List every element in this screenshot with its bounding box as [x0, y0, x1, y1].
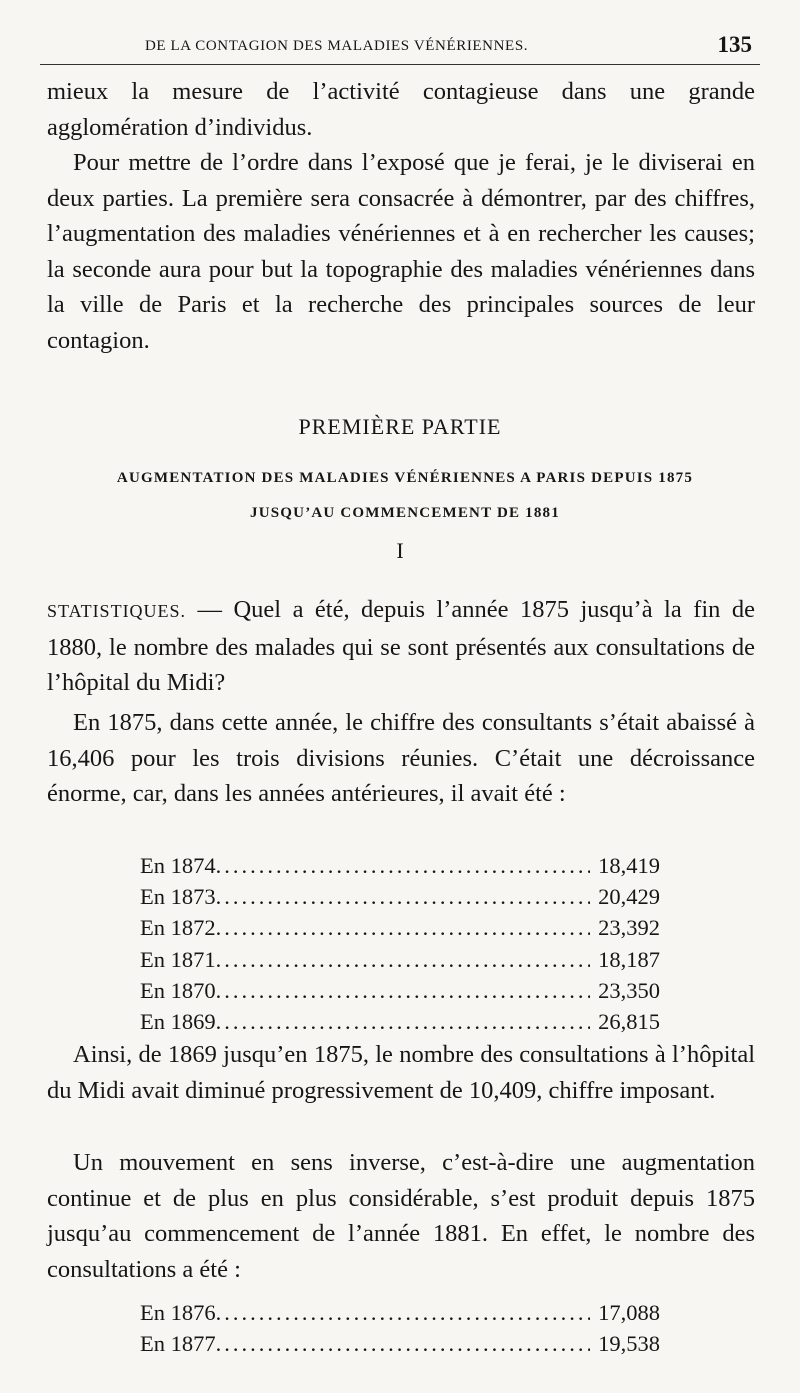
row-year: En 1874	[140, 853, 216, 878]
row-year: En 1877	[140, 1331, 216, 1357]
dot-leader	[216, 881, 590, 912]
paragraph-plan: Pour mettre de l’ordre dans l’exposé que je ferai, je le diviserai en deux parties. La première sera consacrée à démontrer, par des chiffres, l’augmentation des maladies vénériennes et à en rechercher les causes; la seconde aura pour but la topographie des maladies vénériennes dans la ville de Paris et la recherche des principales sources de leur contagion.	[47, 149, 755, 354]
row-year: En 1872	[140, 915, 216, 941]
paragraph-continuation: mieux la mesure de l’activité contagieuse dans une grande agglomération d’individus.	[47, 78, 755, 141]
dot-leader	[216, 975, 590, 1006]
consultations-table-before-1875	[140, 850, 660, 1037]
paragraph-increase: Un mouvement en sens inverse, c’est-à-dire une augmentation continue et de plus en plus considérable, s’est produit depuis 1875 jusqu’au commencement de l’année 1881. En effet, le nombre des consultations a été :	[47, 1149, 755, 1283]
row-year: En 1873	[140, 884, 216, 910]
paragraph-statistiques	[47, 592, 755, 701]
part-title: PREMIÈRE PARTIE	[298, 414, 502, 439]
dot-leader	[216, 850, 590, 881]
table-row	[140, 850, 660, 881]
section-subtitle-line-1: AUGMENTATION DES MALADIES VÉNÉRIENNES A PARIS DEPUIS 1875	[116, 470, 694, 486]
paragraph-1875: En 1875, dans cette année, le chiffre des consultants s’était abaissé à 16,406 pour les trois divisions réunies. C’était une décroissance énorme, car, dans les années antérieures, il avait été :	[47, 709, 755, 807]
row-value: 17,088	[598, 1300, 660, 1325]
table-row	[140, 1006, 660, 1037]
table-row	[140, 1328, 660, 1359]
row-year: En 1870	[140, 977, 216, 1003]
paragraph-label: STATISTIQUES.	[47, 601, 187, 621]
page-header	[40, 32, 760, 65]
dot-leader	[216, 1297, 590, 1328]
running-head: DE LA CONTAGION DES MALADIES VÉNÉRIENNES.	[145, 38, 529, 54]
page-number: 135	[717, 32, 752, 57]
table-row	[140, 881, 660, 912]
section-subtitle-line-2: JUSQU’AU COMMENCEMENT DE 1881	[250, 505, 560, 521]
consultations-table-after-1875	[140, 1297, 660, 1359]
row-value: 20,429	[598, 884, 660, 910]
row-value: 19,538	[598, 1331, 660, 1357]
table-row	[140, 944, 660, 975]
chapter-numeral: I	[396, 538, 404, 563]
table-row	[140, 975, 660, 1006]
row-value: 18,419	[598, 853, 660, 878]
table-row	[140, 1297, 660, 1328]
row-value: 23,392	[598, 915, 660, 941]
dot-leader	[216, 912, 590, 943]
row-year: En 1876	[140, 1300, 216, 1325]
dot-leader	[216, 944, 590, 975]
row-year: En 1871	[140, 946, 216, 972]
paragraph-question: — Quel a été, depuis l’année 1875 jusqu’à la fin de 1880, le nombre des malades qui se sont présentés aux consultations de l’hôpital du Midi?	[47, 596, 755, 696]
row-value: 18,187	[598, 946, 660, 972]
dot-leader	[216, 1328, 590, 1359]
dot-leader	[216, 1006, 590, 1037]
paragraph-summary: Ainsi, de 1869 jusqu’en 1875, le nombre des consultations à l’hôpital du Midi avait diminué progressivement de 10,409, chiffre imposant.	[47, 1041, 755, 1104]
row-year: En 1869	[140, 1008, 216, 1034]
row-value: 26,815	[598, 1008, 660, 1034]
table-row	[140, 912, 660, 943]
row-value: 23,350	[598, 977, 660, 1003]
